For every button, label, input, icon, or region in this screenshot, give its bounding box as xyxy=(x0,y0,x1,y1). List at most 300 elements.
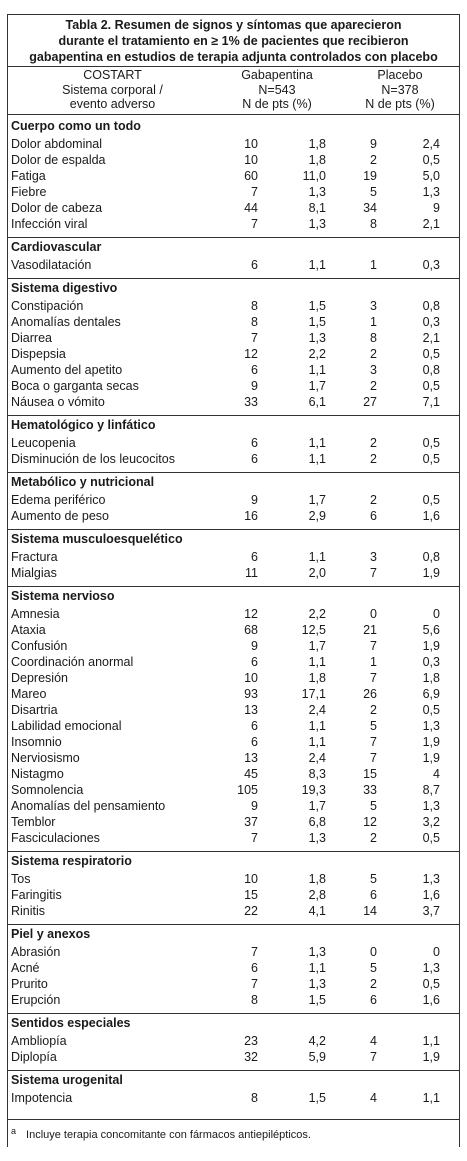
placebo-count: 5 xyxy=(370,719,377,733)
placebo-percent: 1,3 xyxy=(422,719,440,733)
gabapentina-percent: 6,8 xyxy=(308,815,326,829)
event-label: Anomalías dentales xyxy=(11,315,121,329)
event-label: Fasciculaciones xyxy=(11,831,100,845)
placebo-percent: 1,9 xyxy=(422,566,440,580)
event-label: Infección viral xyxy=(11,217,88,231)
table-row xyxy=(0,718,467,734)
gabapentina-count: 6 xyxy=(251,735,258,749)
table-row xyxy=(0,638,467,654)
footnote-text: Incluye terapia concomitante con fármacos antiepilépticos. xyxy=(26,1129,311,1141)
table-row xyxy=(0,750,467,766)
section-heading: Cuerpo como un todo xyxy=(11,119,141,133)
gabapentina-percent: 1,8 xyxy=(308,137,326,151)
bottom-rule xyxy=(7,1119,460,1120)
placebo-percent: 1,1 xyxy=(422,1091,440,1105)
event-label: Tos xyxy=(11,872,31,886)
table-row xyxy=(0,606,467,622)
placebo-count: 1 xyxy=(370,655,377,669)
gabapentina-percent: 1,1 xyxy=(308,363,326,377)
gabapentina-count: 12 xyxy=(244,607,258,621)
placebo-percent: 0,8 xyxy=(422,299,440,313)
event-label: Dolor de cabeza xyxy=(11,201,103,215)
gabapentina-percent: 11,0 xyxy=(302,169,326,183)
gabapentina-count: 10 xyxy=(244,153,258,167)
title-rule xyxy=(7,66,460,67)
placebo-percent: 2,1 xyxy=(422,217,440,231)
gabapentina-count: 7 xyxy=(251,831,258,845)
section-heading: Hematológico y linfático xyxy=(11,418,156,432)
placebo-count: 0 xyxy=(370,945,377,959)
header-placebo-line-1: Placebo xyxy=(377,68,423,82)
event-label: Aumento de peso xyxy=(11,509,109,523)
section-heading: Sentidos especiales xyxy=(11,1016,131,1030)
placebo-percent: 0 xyxy=(433,945,440,959)
placebo-percent: 0,5 xyxy=(422,493,440,507)
event-label: Mialgias xyxy=(11,566,57,580)
placebo-percent: 3,2 xyxy=(422,815,440,829)
placebo-percent: 0,5 xyxy=(422,379,440,393)
table-row xyxy=(0,622,467,638)
placebo-count: 5 xyxy=(370,185,377,199)
gabapentina-percent: 1,5 xyxy=(308,315,326,329)
gabapentina-count: 45 xyxy=(244,767,258,781)
gabapentina-percent: 2,4 xyxy=(308,751,326,765)
table-row xyxy=(0,314,467,330)
table-row xyxy=(0,136,467,152)
table-row xyxy=(0,298,467,314)
gabapentina-percent: 1,3 xyxy=(308,331,326,345)
section-heading: Sistema digestivo xyxy=(11,281,118,295)
event-label: Amnesia xyxy=(11,607,60,621)
placebo-percent: 5,0 xyxy=(422,169,440,183)
placebo-count: 7 xyxy=(370,566,377,580)
event-label: Leucopenia xyxy=(11,436,76,450)
placebo-count: 2 xyxy=(370,703,377,717)
gabapentina-percent: 19,3 xyxy=(301,783,326,797)
gabapentina-percent: 1,3 xyxy=(308,831,326,845)
gabapentina-count: 8 xyxy=(251,1091,258,1105)
table-row xyxy=(0,565,467,581)
gabapentina-percent: 1,5 xyxy=(308,1091,326,1105)
gabapentina-count: 105 xyxy=(237,783,258,797)
placebo-count: 19 xyxy=(363,169,377,183)
placebo-count: 5 xyxy=(370,799,377,813)
gabapentina-percent: 6,1 xyxy=(308,395,326,409)
gabapentina-percent: 1,1 xyxy=(308,655,326,669)
event-label: Nistagmo xyxy=(11,767,64,781)
gabapentina-count: 6 xyxy=(251,961,258,975)
event-label: Confusión xyxy=(11,639,68,653)
table-row xyxy=(0,686,467,702)
gabapentina-count: 10 xyxy=(244,872,258,886)
placebo-count: 27 xyxy=(363,395,377,409)
section-rule xyxy=(7,586,460,587)
table-row xyxy=(0,549,467,565)
gabapentina-count: 12 xyxy=(244,347,258,361)
table-title-line-2: durante el tratamiento en ≥ 1% de pacientes que recibieron xyxy=(58,34,409,48)
event-label: Diplopía xyxy=(11,1050,57,1064)
table-row xyxy=(0,654,467,670)
placebo-percent: 0,5 xyxy=(422,831,440,845)
gabapentina-percent: 2,9 xyxy=(308,509,326,523)
gabapentina-count: 44 xyxy=(244,201,258,215)
placebo-percent: 1,1 xyxy=(422,1034,440,1048)
placebo-count: 7 xyxy=(370,751,377,765)
placebo-count: 2 xyxy=(370,436,377,450)
gabapentina-count: 6 xyxy=(251,258,258,272)
placebo-count: 26 xyxy=(363,687,377,701)
placebo-count: 1 xyxy=(370,258,377,272)
gabapentina-percent: 1,3 xyxy=(308,977,326,991)
gabapentina-percent: 2,4 xyxy=(308,703,326,717)
event-label: Faringitis xyxy=(11,888,62,902)
placebo-percent: 0,5 xyxy=(422,436,440,450)
placebo-percent: 1,8 xyxy=(422,671,440,685)
gabapentina-percent: 1,1 xyxy=(308,436,326,450)
header-costart xyxy=(20,68,205,112)
table-row xyxy=(0,257,467,273)
section-rule xyxy=(7,237,460,238)
section-rule xyxy=(7,1013,460,1014)
gabapentina-count: 6 xyxy=(251,655,258,669)
gabapentina-count: 8 xyxy=(251,299,258,313)
gabapentina-count: 11 xyxy=(245,566,258,580)
gabapentina-percent: 1,7 xyxy=(308,379,326,393)
table-row xyxy=(0,976,467,992)
event-label: Fiebre xyxy=(11,185,47,199)
placebo-percent: 5,6 xyxy=(422,623,440,637)
placebo-percent: 0,5 xyxy=(422,703,440,717)
placebo-percent: 1,9 xyxy=(422,1050,440,1064)
table-row xyxy=(0,960,467,976)
gabapentina-count: 9 xyxy=(251,379,258,393)
table-row xyxy=(0,200,467,216)
gabapentina-percent: 2,0 xyxy=(308,566,326,580)
event-label: Disartria xyxy=(11,703,58,717)
header-placebo xyxy=(345,68,455,112)
placebo-count: 7 xyxy=(370,735,377,749)
placebo-percent: 7,1 xyxy=(422,395,440,409)
placebo-percent: 1,6 xyxy=(422,993,440,1007)
table-row xyxy=(0,670,467,686)
gabapentina-percent: 4,1 xyxy=(308,904,326,918)
table-row xyxy=(0,184,467,200)
gabapentina-percent: 8,1 xyxy=(308,201,326,215)
event-label: Abrasión xyxy=(11,945,61,959)
section-heading: Cardiovascular xyxy=(11,240,102,254)
table-row xyxy=(0,766,467,782)
section-heading: Piel y anexos xyxy=(11,927,91,941)
table-row xyxy=(0,887,467,903)
gabapentina-percent: 1,7 xyxy=(308,493,326,507)
gabapentina-percent: 17,1 xyxy=(301,687,326,701)
placebo-count: 2 xyxy=(370,977,377,991)
gabapentina-percent: 2,2 xyxy=(308,347,326,361)
gabapentina-count: 7 xyxy=(251,945,258,959)
section-heading: Sistema urogenital xyxy=(11,1073,123,1087)
table-row xyxy=(0,1049,467,1065)
placebo-count: 4 xyxy=(370,1034,377,1048)
placebo-percent: 1,3 xyxy=(422,961,440,975)
gabapentina-percent: 2,2 xyxy=(308,607,326,621)
section-heading: Sistema respiratorio xyxy=(11,854,132,868)
gabapentina-percent: 1,8 xyxy=(308,872,326,886)
gabapentina-count: 15 xyxy=(244,888,258,902)
event-label: Náusea o vómito xyxy=(11,395,105,409)
table-row xyxy=(0,903,467,919)
placebo-percent: 4 xyxy=(433,767,440,781)
gabapentina-count: 6 xyxy=(251,363,258,377)
placebo-count: 12 xyxy=(363,815,377,829)
table-row xyxy=(0,330,467,346)
placebo-count: 2 xyxy=(370,831,377,845)
placebo-count: 2 xyxy=(370,452,377,466)
event-label: Diarrea xyxy=(11,331,52,345)
table-title-line-3: gabapentina en estudios de terapia adjunta controlados con placebo xyxy=(29,50,438,64)
gabapentina-percent: 1,7 xyxy=(308,799,326,813)
gabapentina-percent: 1,1 xyxy=(308,961,326,975)
placebo-percent: 1,6 xyxy=(422,509,440,523)
gabapentina-count: 13 xyxy=(244,703,258,717)
placebo-count: 6 xyxy=(370,888,377,902)
gabapentina-count: 33 xyxy=(244,395,258,409)
gabapentina-count: 8 xyxy=(251,315,258,329)
placebo-count: 9 xyxy=(370,137,377,151)
gabapentina-percent: 4,2 xyxy=(308,1034,326,1048)
gabapentina-percent: 8,3 xyxy=(308,767,326,781)
event-label: Fractura xyxy=(11,550,58,564)
header-gabapentina-line-3: N de pts (%) xyxy=(242,97,312,111)
event-label: Boca o garganta secas xyxy=(11,379,139,393)
header-rule xyxy=(7,114,460,115)
table-title-line-1: Tabla 2. Resumen de signos y síntomas que aparecieron xyxy=(65,18,402,32)
table-row xyxy=(0,451,467,467)
header-costart-line-2: Sistema corporal / xyxy=(62,82,163,97)
header-placebo-line-3: N de pts (%) xyxy=(365,97,435,111)
event-label: Mareo xyxy=(11,687,47,701)
gabapentina-count: 22 xyxy=(244,904,258,918)
gabapentina-percent: 1,1 xyxy=(308,258,326,272)
gabapentina-count: 8 xyxy=(251,993,258,1007)
placebo-count: 5 xyxy=(370,961,377,975)
footnote xyxy=(11,1124,311,1142)
gabapentina-count: 32 xyxy=(244,1050,258,1064)
gabapentina-count: 93 xyxy=(244,687,258,701)
gabapentina-percent: 1,1 xyxy=(308,719,326,733)
gabapentina-count: 6 xyxy=(251,550,258,564)
placebo-count: 2 xyxy=(370,153,377,167)
top-rule xyxy=(7,14,460,15)
table-row xyxy=(0,508,467,524)
placebo-count: 3 xyxy=(370,550,377,564)
placebo-count: 6 xyxy=(370,509,377,523)
gabapentina-percent: 2,8 xyxy=(308,888,326,902)
table-row xyxy=(0,152,467,168)
placebo-count: 5 xyxy=(370,872,377,886)
header-placebo-line-2: N=378 xyxy=(381,82,419,97)
placebo-percent: 6,9 xyxy=(422,687,440,701)
placebo-count: 2 xyxy=(370,347,377,361)
header-gabapentina-line-2: N=543 xyxy=(258,82,296,97)
gabapentina-count: 9 xyxy=(251,639,258,653)
gabapentina-percent: 1,5 xyxy=(308,993,326,1007)
placebo-percent: 0,8 xyxy=(422,363,440,377)
gabapentina-percent: 1,5 xyxy=(308,299,326,313)
placebo-count: 34 xyxy=(363,201,377,215)
placebo-percent: 1,3 xyxy=(422,872,440,886)
gabapentina-percent: 1,1 xyxy=(308,735,326,749)
table-row xyxy=(0,346,467,362)
placebo-count: 7 xyxy=(370,639,377,653)
placebo-percent: 0,3 xyxy=(422,258,440,272)
table-row xyxy=(0,378,467,394)
table-row xyxy=(0,782,467,798)
gabapentina-percent: 1,3 xyxy=(308,185,326,199)
table-row xyxy=(0,702,467,718)
table-row xyxy=(0,168,467,184)
placebo-percent: 3,7 xyxy=(422,904,440,918)
gabapentina-count: 9 xyxy=(251,799,258,813)
event-label: Impotencia xyxy=(11,1091,73,1105)
table-row xyxy=(0,871,467,887)
placebo-percent: 0,5 xyxy=(422,977,440,991)
table-row xyxy=(0,362,467,378)
placebo-count: 2 xyxy=(370,379,377,393)
event-label: Coordinación anormal xyxy=(11,655,134,669)
gabapentina-count: 23 xyxy=(244,1034,258,1048)
placebo-count: 15 xyxy=(363,767,377,781)
section-heading: Sistema nervioso xyxy=(11,589,115,603)
header-gabapentina xyxy=(222,68,332,112)
section-rule xyxy=(7,851,460,852)
gabapentina-percent: 1,8 xyxy=(308,671,326,685)
event-label: Acné xyxy=(11,961,40,975)
placebo-percent: 1,9 xyxy=(422,751,440,765)
event-label: Erupción xyxy=(11,993,61,1007)
placebo-count: 7 xyxy=(370,671,377,685)
placebo-count: 4 xyxy=(370,1091,377,1105)
placebo-count: 3 xyxy=(370,299,377,313)
placebo-percent: 0,3 xyxy=(422,315,440,329)
table-row xyxy=(0,944,467,960)
table-row xyxy=(0,394,467,410)
placebo-percent: 2,4 xyxy=(422,137,440,151)
gabapentina-count: 7 xyxy=(251,331,258,345)
event-label: Fatiga xyxy=(11,169,46,183)
placebo-percent: 2,1 xyxy=(422,331,440,345)
placebo-percent: 1,9 xyxy=(422,639,440,653)
placebo-count: 33 xyxy=(363,783,377,797)
header-costart-line-1: COSTART xyxy=(83,68,142,82)
gabapentina-count: 6 xyxy=(251,436,258,450)
event-label: Ataxia xyxy=(11,623,46,637)
table-row xyxy=(0,216,467,232)
section-rule xyxy=(7,415,460,416)
gabapentina-count: 10 xyxy=(244,671,258,685)
gabapentina-count: 60 xyxy=(244,169,258,183)
event-label: Somnolencia xyxy=(11,783,84,797)
event-label: Ambliopía xyxy=(11,1034,67,1048)
gabapentina-percent: 12,5 xyxy=(301,623,326,637)
gabapentina-count: 16 xyxy=(244,509,258,523)
event-label: Anomalías del pensamiento xyxy=(11,799,166,813)
placebo-count: 7 xyxy=(370,1050,377,1064)
placebo-percent: 1,6 xyxy=(422,888,440,902)
section-rule xyxy=(7,278,460,279)
event-label: Dispepsia xyxy=(11,347,66,361)
gabapentina-percent: 1,3 xyxy=(308,945,326,959)
placebo-percent: 8,7 xyxy=(422,783,440,797)
placebo-percent: 9 xyxy=(433,201,440,215)
placebo-count: 8 xyxy=(370,217,377,231)
placebo-percent: 1,3 xyxy=(422,799,440,813)
placebo-count: 2 xyxy=(370,493,377,507)
gabapentina-count: 9 xyxy=(251,493,258,507)
gabapentina-count: 7 xyxy=(251,977,258,991)
placebo-count: 3 xyxy=(370,363,377,377)
gabapentina-percent: 1,1 xyxy=(308,452,326,466)
placebo-percent: 0,5 xyxy=(422,153,440,167)
event-label: Depresión xyxy=(11,671,68,685)
gabapentina-count: 6 xyxy=(251,452,258,466)
placebo-percent: 0,5 xyxy=(422,452,440,466)
table-row xyxy=(0,830,467,846)
gabapentina-count: 7 xyxy=(251,185,258,199)
gabapentina-count: 7 xyxy=(251,217,258,231)
placebo-count: 8 xyxy=(370,331,377,345)
table-row xyxy=(0,734,467,750)
placebo-count: 6 xyxy=(370,993,377,1007)
event-label: Disminución de los leucocitos xyxy=(11,452,175,466)
table-row xyxy=(0,992,467,1008)
event-label: Insomnio xyxy=(11,735,62,749)
gabapentina-count: 10 xyxy=(244,137,258,151)
header-gabapentina-line-1: Gabapentina xyxy=(241,68,313,82)
placebo-percent: 0 xyxy=(433,607,440,621)
section-heading: Sistema musculoesquelético xyxy=(11,532,183,546)
event-label: Labilidad emocional xyxy=(11,719,122,733)
gabapentina-percent: 1,1 xyxy=(308,550,326,564)
footnote-marker: a xyxy=(11,1126,17,1136)
gabapentina-count: 13 xyxy=(244,751,258,765)
event-label: Vasodilatación xyxy=(11,258,92,272)
event-label: Dolor abdominal xyxy=(11,137,103,151)
event-label: Edema periférico xyxy=(11,493,106,507)
section-rule xyxy=(7,1070,460,1071)
gabapentina-count: 68 xyxy=(244,623,258,637)
event-label: Prurito xyxy=(11,977,48,991)
event-label: Constipación xyxy=(11,299,84,313)
table-row xyxy=(0,814,467,830)
gabapentina-count: 6 xyxy=(251,719,258,733)
placebo-count: 14 xyxy=(363,904,377,918)
placebo-count: 1 xyxy=(370,315,377,329)
event-label: Rinitis xyxy=(11,904,46,918)
table-row xyxy=(0,435,467,451)
event-label: Dolor de espalda xyxy=(11,153,106,167)
table-row xyxy=(0,798,467,814)
table-row xyxy=(0,1090,467,1106)
gabapentina-percent: 1,8 xyxy=(308,153,326,167)
section-heading: Metabólico y nutricional xyxy=(11,475,155,489)
placebo-percent: 1,3 xyxy=(422,185,440,199)
event-label: Temblor xyxy=(11,815,56,829)
event-label: Nerviosismo xyxy=(11,751,80,765)
table-row xyxy=(0,492,467,508)
gabapentina-percent: 5,9 xyxy=(308,1050,326,1064)
section-rule xyxy=(7,472,460,473)
gabapentina-count: 37 xyxy=(244,815,258,829)
